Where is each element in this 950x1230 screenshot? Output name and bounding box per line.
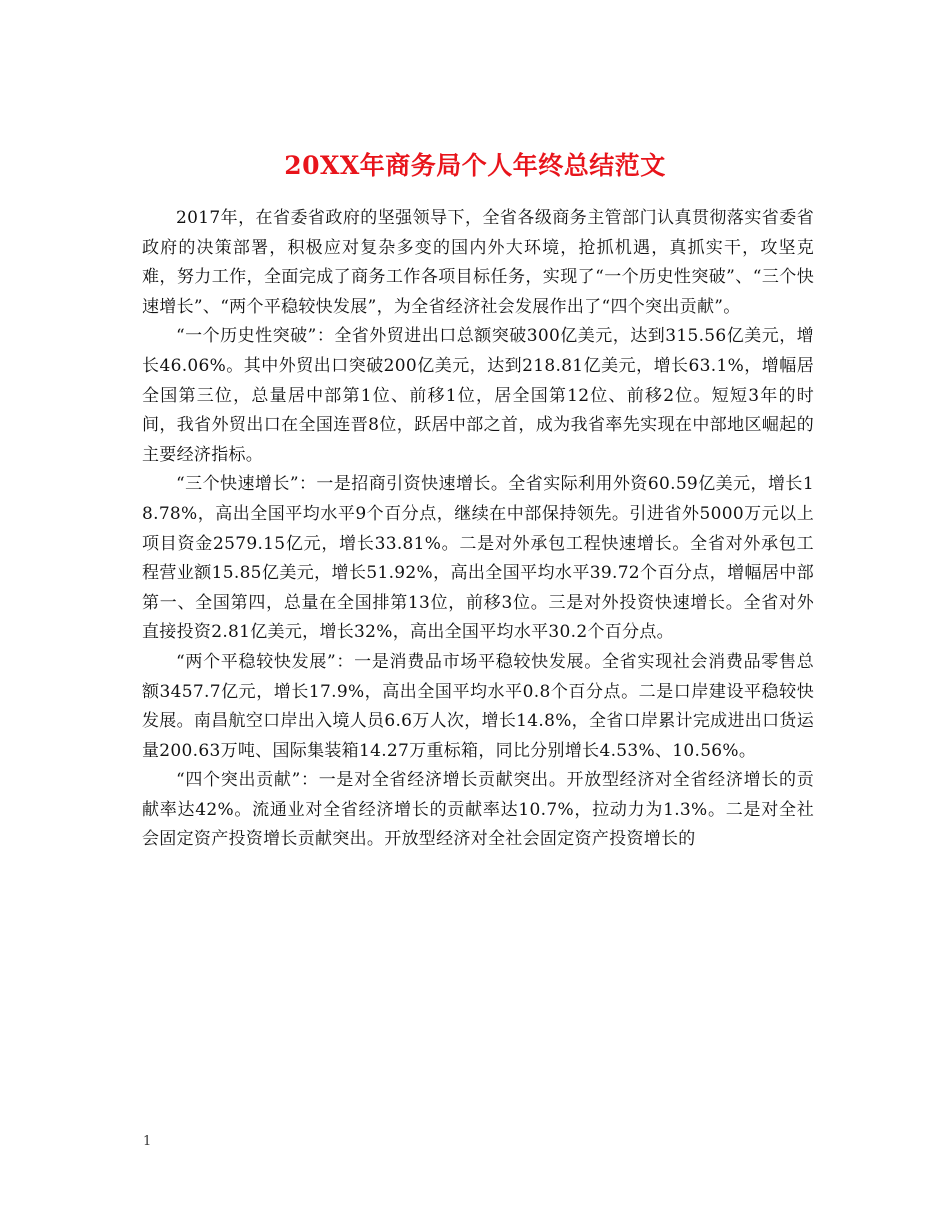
paragraph-three-rapid-growths: “三个快速增长”：一是招商引资快速增长。全省实际利用外资60.59亿美元，增长18.78%，高出全国平均水平9个百分点，继续在中部保持领先。引进省外5000万元以上项目资金2579.15亿元，增长33.81%。二是对外承包工程快速增长。全省对外承包工程营业额15.85亿美元，增长51.92%，高出全国平均水平39.72个百分点，增幅居中部第一、全国第四，总量在全国排第13位，前移3位。三是对外投资快速增长。全省对外直接投资2.81亿美元，增长32%，高出全国平均水平30.2个百分点。 — [142, 474, 814, 643]
paragraph-two-steady-developments: “两个平稳较快发展”：一是消费品市场平稳较快发展。全省实现社会消费品零售总额3457.7亿元，增长17.9%，高出全国平均水平0.8个百分点。二是口岸建设平稳较快发展。南昌航空口岸出入境人员6.6万人次，增长14.8%，全省口岸累计完成进出口货运量200.63万吨、国际集装箱14.27万重标箱，同比分别增长4.53%、10.56%。 — [142, 651, 814, 761]
document-body — [142, 204, 814, 855]
paragraph-four-contributions: “四个突出贡献”：一是对全省经济增长贡献突出。开放型经济对全省经济增长的贡献率达42%。流通业对全省经济增长的贡献率达10.7%，拉动力为1.3%。二是对全社会固定资产投资增长贡献突出。开放型经济对全社会固定资产投资增长的 — [142, 770, 814, 850]
paragraph-intro: 2017年，在省委省政府的坚强领导下，全省各级商务主管部门认真贯彻落实省委省政府的决策部署，积极应对复杂多变的国内外大环境，抢抓机遇，真抓实干，攻坚克难，努力工作，全面完成了商务工作各项目标任务，实现了“一个历史性突破”、“三个快速增长”、“两个平稳较快发展”，为全省经济社会发展作出了“四个突出贡献”。 — [142, 208, 814, 317]
document-title: 20XX年商务局个人年终总结范文 — [284, 150, 666, 180]
paragraph-historic-breakthrough: “一个历史性突破”：全省外贸进出口总额突破300亿美元，达到315.56亿美元，增长46.06%。其中外贸出口突破200亿美元，达到218.81亿美元，增长63.1%，增幅居全国第三位，总量居中部第1位、前移1位，居全国第12位、前移2位。短短3年的时间，我省外贸出口在全国连晋8位，跃居中部之首，成为我省率先实现在中部地区崛起的主要经济指标。 — [142, 326, 814, 465]
page-number: 1 — [143, 1134, 152, 1149]
